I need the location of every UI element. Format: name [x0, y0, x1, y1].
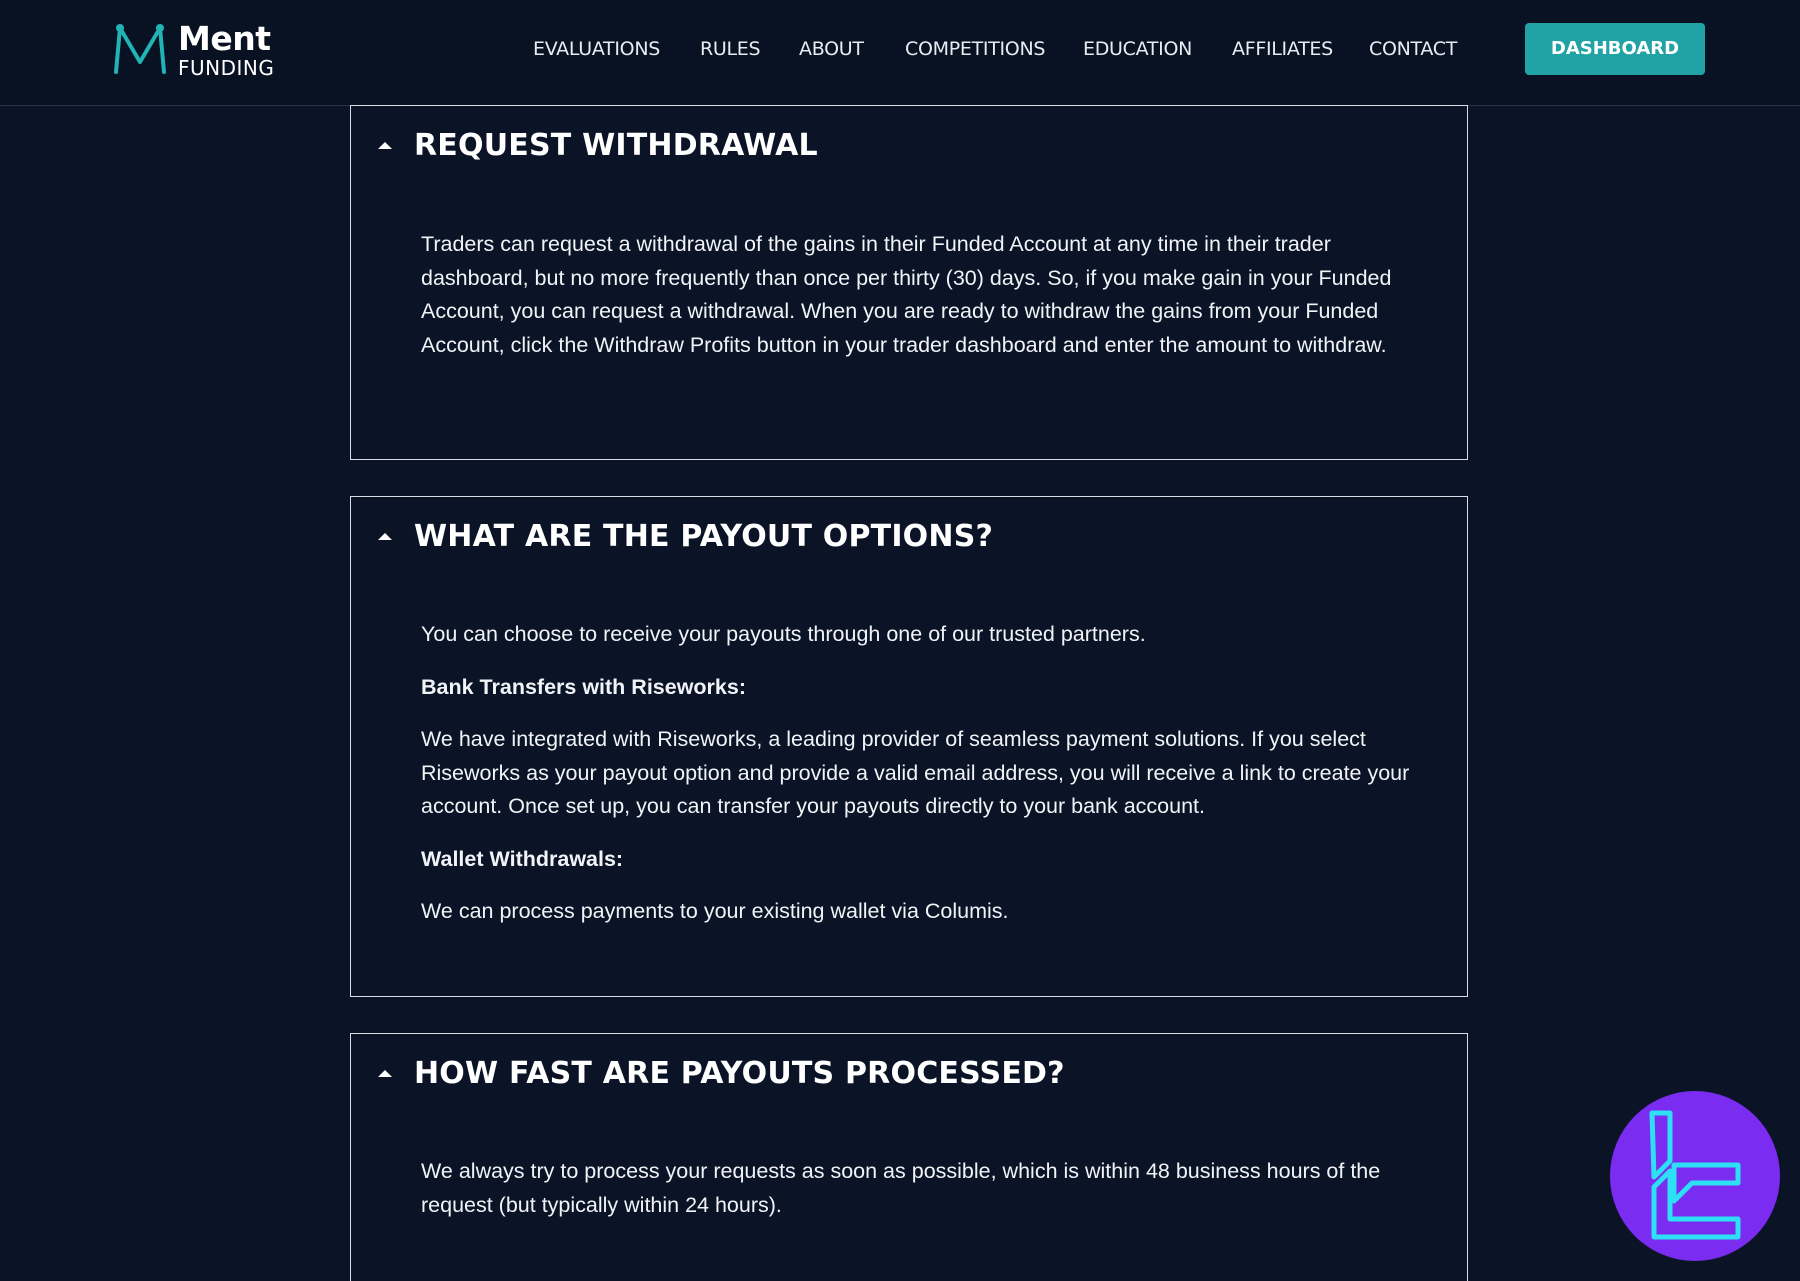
faq-title: REQUEST WITHDRAWAL: [414, 128, 818, 163]
faq-answer: [421, 1155, 1411, 1241]
nav-item-contact[interactable]: CONTACT: [1369, 38, 1458, 60]
faq-toggle-payout-options[interactable]: [351, 497, 1467, 577]
nav-item-education[interactable]: EDUCATION: [1083, 38, 1193, 60]
faq-toggle-request-withdrawal[interactable]: [351, 106, 1467, 186]
brand-name: Ment: [178, 19, 271, 58]
caret-up-icon: [377, 531, 393, 541]
corner-logo-badge: [1610, 1091, 1780, 1261]
nav-item-affiliates[interactable]: AFFILIATES: [1232, 38, 1333, 60]
faq-paragraph: We have integrated with Riseworks, a leading provider of seamless payment solutions. If you select Riseworks as your payout option and provide a valid email address, you will receive a link to create your account. Once set up, you can transfer your payouts directly to your bank account.: [421, 727, 1410, 818]
faq-paragraph: Traders can request a withdrawal of the gains in their Funded Account at any time in their trader dashboard, but no more frequently than once per thirty (30) days. So, if you make gain in your Funded Account, you can request a withdrawal. When you are ready to withdraw the gains from your Funded Account, click the Withdraw Profits button in your trader dashboard and enter the amount to withdraw.: [421, 232, 1392, 357]
nav-item-competitions[interactable]: COMPETITIONS: [905, 38, 1046, 60]
faq-subheading: Bank Transfers with Riseworks:: [421, 674, 746, 699]
faq-card-payout-speed: [350, 1033, 1468, 1281]
faq-subheading: Wallet Withdrawals:: [421, 846, 624, 871]
tc-logo-icon: [1610, 1091, 1780, 1261]
dashboard-button[interactable]: DASHBOARD: [1525, 23, 1705, 75]
faq-answer: [421, 618, 1411, 948]
faq-toggle-payout-speed[interactable]: [351, 1034, 1467, 1114]
faq-card-payout-options: [350, 496, 1468, 997]
faq-card-request-withdrawal: [350, 105, 1468, 460]
faq-title: HOW FAST ARE PAYOUTS PROCESSED?: [414, 1056, 1065, 1091]
nav-item-evaluations[interactable]: EVALUATIONS: [533, 38, 660, 60]
faq-title: WHAT ARE THE PAYOUT OPTIONS?: [414, 519, 994, 554]
nav-item-about[interactable]: ABOUT: [799, 38, 864, 60]
brand-subtitle: FUNDING: [178, 56, 275, 80]
faq-paragraph: We always try to process your requests as soon as possible, which is within 48 business hours of the request (but typically within 24 hours).: [421, 1159, 1381, 1217]
faq-answer: [421, 228, 1411, 381]
faq-paragraph: You can choose to receive your payouts through one of our trusted partners.: [421, 622, 1146, 646]
nav-item-rules[interactable]: RULES: [700, 38, 761, 60]
caret-up-icon: [377, 1068, 393, 1078]
site-header: [0, 0, 1800, 106]
caret-up-icon: [377, 140, 393, 150]
faq-paragraph: We can process payments to your existing wallet via Columis.: [421, 899, 1009, 923]
